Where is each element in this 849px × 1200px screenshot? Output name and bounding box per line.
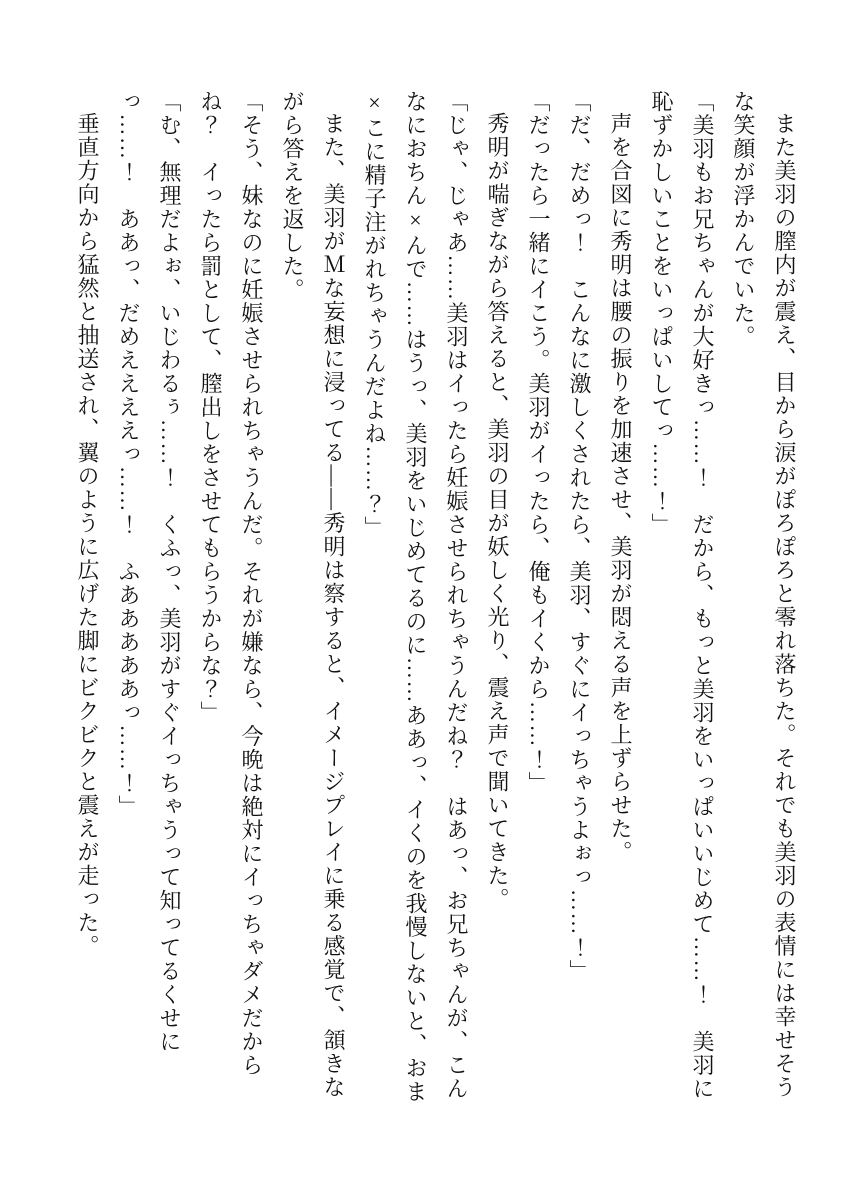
text-block — [67, 90, 805, 1108]
paragraph: 「だ、だめっ！ こんなに激しくされたら、美羽、すぐにイっちゃうよぉっ……！」 — [567, 90, 592, 983]
paragraph: 秀明が喘ぎながら答えると、美羽の目が妖しく光り、震え声で聞いてきた。 — [485, 112, 510, 911]
paragraph: 「そう、妹なのに妊娠させられちゃうんだ。それが嫌なら、今晩は絶対にイっちゃダメだからね？ イったら罰として、膣出しをさせてもらうからな？」 — [198, 90, 264, 1077]
paragraph: 垂直方向から猛然と抽送され、翼のように広げた脚にビクビクと震えが走った。 — [75, 112, 100, 958]
paragraph: 「だったら一緒にイこう。美羽がイったら、俺もイくから……！」 — [526, 90, 551, 795]
paragraph: 「じゃ、じゃあ……美羽はイったら妊娠させられちゃうんだね？ はあっ、お兄ちゃんが、こんなにおちん×んで……はうっ、美羽をいじめてるのに……ああっ、イくのを我慢しないと、おま×こに精子注がれちゃうんだよね……？」 — [362, 90, 469, 1104]
paragraph: また、美羽がＭな妄想に浸ってる――秀明は察すると、イメージプレイに乗る感覚で、頷きながら答えを返した。 — [280, 90, 346, 1099]
paragraph: 「む、無理だよぉ、いじわるぅ……！ くふっ、美羽がすぐイっちゃうって知ってるくせにっ……！ ああっ、だめええええっ……！ ふあああああっ……！」 — [116, 90, 182, 1054]
paragraph: 声を合図に秀明は腰の振りを加速させ、美羽が悶える声を上ずらせた。 — [608, 112, 633, 864]
paragraph: 「美羽もお兄ちゃんが大好きっ……！ だから、もっと美羽をいっぱいいじめて……！ 美羽に恥ずかしいことをいっぱいしてっ……！」 — [649, 90, 715, 1101]
paragraph: また美羽の膣内が震え、目から涙がぽろぽろと零れ落ちた。それでも美羽の表情には幸せそうな笑顔が浮かんでいた。 — [731, 90, 797, 1099]
